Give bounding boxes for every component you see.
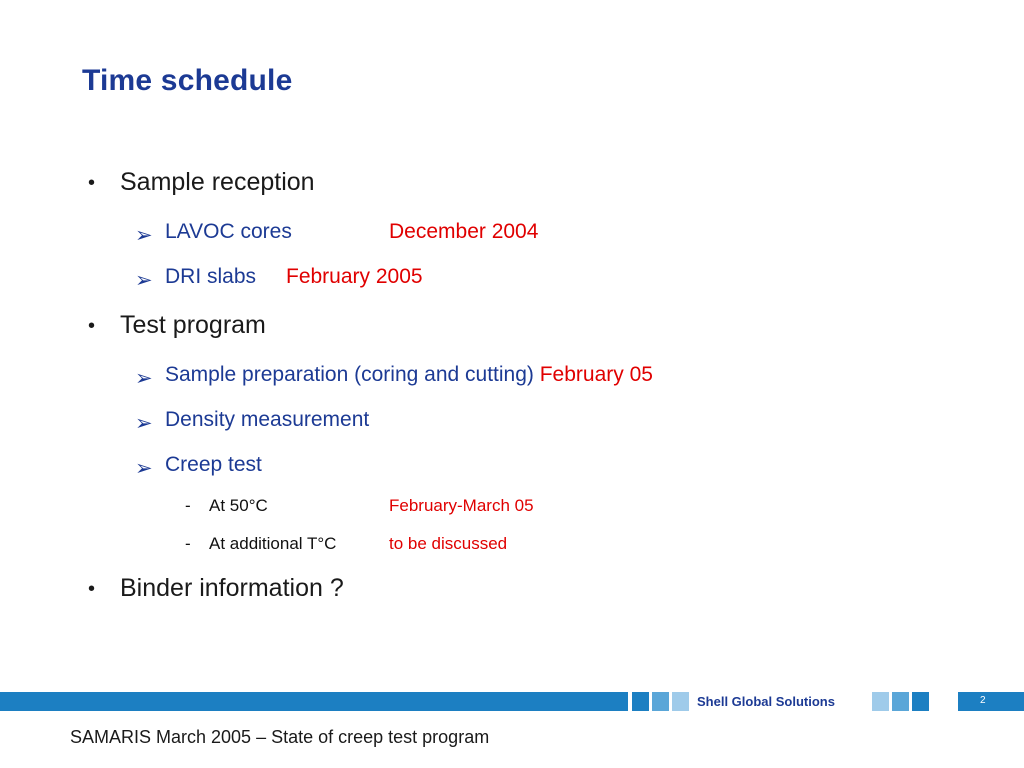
- item-label: Creep test: [165, 453, 262, 476]
- item-date: to be discussed: [389, 534, 508, 553]
- bullet-dot: •: [88, 578, 96, 600]
- sub-bullet-dri: [135, 265, 423, 292]
- item-label: LAVOC cores: [165, 220, 292, 243]
- slide-title: Time schedule: [82, 64, 293, 97]
- page-number: 2: [980, 695, 986, 706]
- brand-square: [872, 692, 889, 711]
- item-label: At additional T°C: [209, 534, 337, 553]
- sub-bullet-lavoc: [135, 220, 539, 247]
- brand-square: [672, 692, 689, 711]
- bullet-binder-info: [88, 574, 344, 603]
- bullet-label: Sample reception: [120, 168, 315, 196]
- footer-text: SAMARIS March 2005 – State of creep test program: [70, 727, 490, 747]
- brand-square: [632, 692, 649, 711]
- bullet-dot: •: [88, 172, 96, 194]
- sub-sub-bullet-50c: [185, 496, 534, 516]
- brand-square: [652, 692, 669, 711]
- item-date: December 2004: [389, 220, 539, 243]
- arrow-bullet-icon: ➢: [135, 457, 153, 480]
- arrow-bullet-icon: ➢: [135, 412, 153, 435]
- item-label: Sample preparation (coring and cutting): [165, 363, 534, 386]
- dash-bullet: -: [185, 534, 191, 553]
- sub-sub-bullet-additional: [185, 534, 508, 554]
- arrow-bullet-icon: ➢: [135, 224, 153, 247]
- brand-square: [912, 692, 929, 711]
- bullet-label: Test program: [120, 311, 266, 339]
- item-date: February 2005: [286, 265, 423, 288]
- bullet-label: Binder information ?: [120, 574, 344, 602]
- item-label: Density measurement: [165, 408, 370, 431]
- sub-bullet-sample-prep: [135, 363, 653, 390]
- dash-bullet: -: [185, 496, 191, 515]
- bullet-dot: •: [88, 315, 96, 337]
- brand-name: Shell Global Solutions: [697, 694, 835, 709]
- brand-square: [892, 692, 909, 711]
- sub-bullet-density: [135, 408, 370, 435]
- arrow-bullet-icon: ➢: [135, 367, 153, 390]
- item-label: DRI slabs: [165, 265, 257, 288]
- item-date: February-March 05: [389, 496, 534, 515]
- item-label: At 50°C: [209, 496, 268, 515]
- arrow-bullet-icon: ➢: [135, 269, 153, 292]
- sub-bullet-creep: [135, 453, 262, 480]
- bullet-test-program: [88, 311, 266, 340]
- bullet-sample-reception: [88, 168, 315, 197]
- item-date: February 05: [539, 363, 653, 386]
